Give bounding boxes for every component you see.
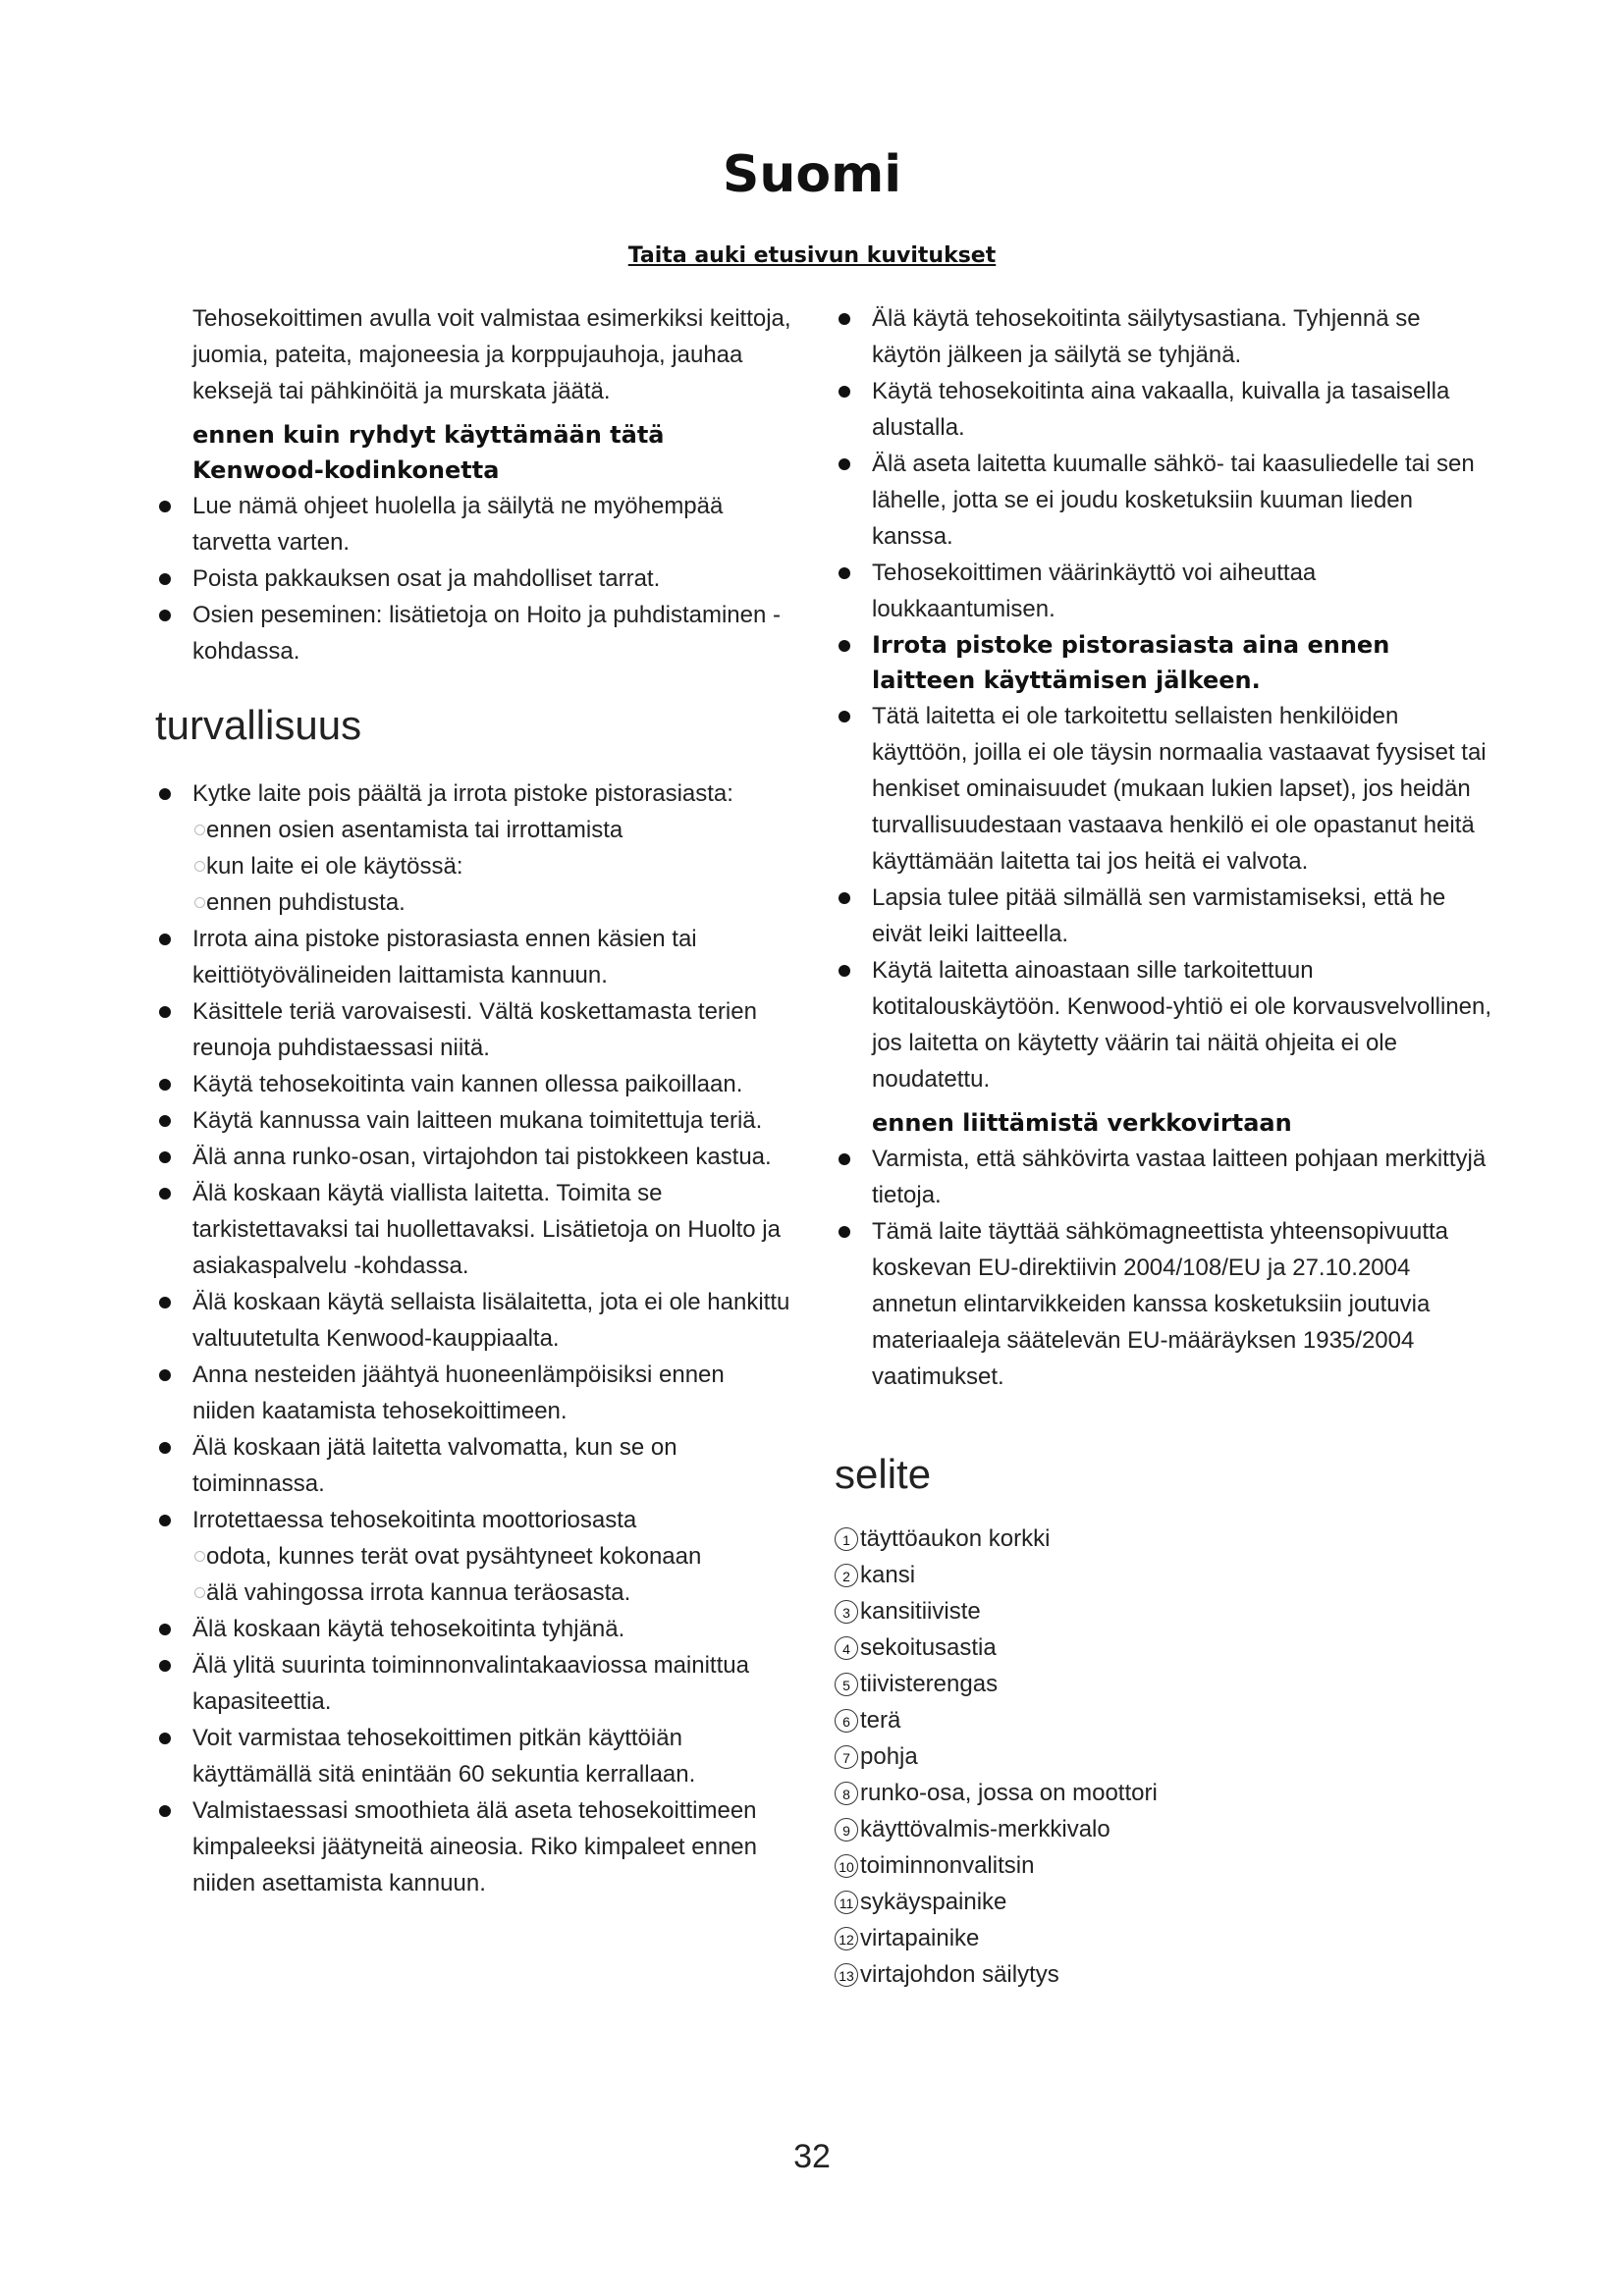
number-badge: 7 bbox=[835, 1745, 858, 1769]
sub-item: ennen osien asentamista tai irrottamista bbox=[192, 812, 793, 848]
list-item: Tätä laitetta ei ole tarkoitettu sellaisten henkilöiden käyttöön, joilla ei ole täysin normaalia vastaavat fyysiset tai henkiset ominaisuudet (mukaan lukien lapset), jos heidän turvallisuudestaan vastaava henkilö ei ole opastanut heitä käyttämään laitetta tai jos heitä ei valvota. bbox=[835, 698, 1492, 880]
legend-label: tiivisterengas bbox=[860, 1671, 999, 1697]
list-item: Varmista, että sähkövirta vastaa laitteen pohjaan merkittyjä tietoja. bbox=[835, 1141, 1492, 1213]
legend-label: runko-osa, jossa on moottori bbox=[860, 1780, 1158, 1806]
before-use-heading: ennen kuin ryhdyt käyttämään tätä Kenwood-kodinkonetta bbox=[192, 421, 665, 484]
list-item: Käytä kannussa vain laitteen mukana toimitettuja teriä. bbox=[155, 1102, 793, 1139]
number-badge: 13 bbox=[835, 1963, 858, 1987]
list-item: Voit varmistaa tehosekoittimen pitkän käyttöiän käyttämällä sitä enintään 60 sekuntia kerrallaan. bbox=[155, 1720, 793, 1792]
legend-heading: selite bbox=[835, 1451, 932, 1497]
legend-label: toiminnonvalitsin bbox=[860, 1852, 1035, 1879]
legend-label: kansitiiviste bbox=[860, 1598, 981, 1625]
list-item-text: Kytke laite pois päältä ja irrota pistoke pistorasiasta: bbox=[192, 780, 733, 807]
list-item: Älä koskaan käytä sellaista lisälaitetta, jota ei ole hankittu valtuutetulta Kenwood-kauppiaalta. bbox=[155, 1284, 793, 1357]
legend-label: kansi bbox=[860, 1562, 916, 1588]
legend-item bbox=[835, 1738, 1492, 1775]
list-item: Tehosekoittimen väärinkäyttö voi aiheuttaa loukkaantumisen. bbox=[835, 555, 1492, 627]
intro-paragraph: Tehosekoittimen avulla voit valmistaa esimerkiksi keittoja, juomia, pateita, majoneesia ja korppujauhoja, jauhaa keksejä tai pähkinöitä ja murskata jäätä. bbox=[192, 305, 791, 404]
left-column bbox=[155, 300, 793, 1901]
list-item: Käytä laitetta ainoastaan sille tarkoitettuun kotitalouskäytöön. Kenwood-yhtiö ei ole korvausvelvollinen, jos laitetta on käytetty väärin tai näitä ohjeita ei ole noudatettu. bbox=[835, 952, 1492, 1097]
number-badge: 11 bbox=[835, 1891, 858, 1914]
legend-item bbox=[835, 1557, 1492, 1593]
legend-item bbox=[835, 1775, 1492, 1811]
sub-item: kun laite ei ole käytössä: bbox=[192, 848, 793, 884]
list-item: Älä käytä tehosekoitinta säilytysastiana. Tyhjennä se käytön jälkeen ja säilytä se tyhjänä. bbox=[835, 300, 1492, 373]
legend-label: sykäyspainike bbox=[860, 1889, 1007, 1915]
legend-item bbox=[835, 1666, 1492, 1702]
before-use-list bbox=[155, 488, 793, 669]
safety-heading: turvallisuus bbox=[155, 702, 362, 748]
number-badge: 9 bbox=[835, 1818, 858, 1842]
sub-item: odota, kunnes terät ovat pysähtyneet kokonaan bbox=[192, 1538, 793, 1575]
legend-item bbox=[835, 1521, 1492, 1557]
list-item: Käsittele teriä varovaisesti. Vältä koskettamasta terien reunoja puhdistaessasi niitä. bbox=[155, 993, 793, 1066]
list-item: Tämä laite täyttää sähkömagneettista yhteensopivuutta koskevan EU-direktiivin 2004/108/EU ja 27.10.2004 annetun elintarvikkeiden kanssa kosketuksiin joutuvia materiaaleja säätelevän EU-määräyksen 1935/2004 vaatimukset. bbox=[835, 1213, 1492, 1395]
legend-item bbox=[835, 1847, 1492, 1884]
number-badge: 3 bbox=[835, 1600, 858, 1624]
legend-label: täyttöaukon korkki bbox=[860, 1525, 1051, 1552]
before-connect-heading: ennen liittämistä verkkovirtaan bbox=[872, 1109, 1292, 1137]
number-badge: 5 bbox=[835, 1673, 858, 1696]
sub-item: ennen puhdistusta. bbox=[192, 884, 793, 921]
legend-label: terä bbox=[860, 1707, 901, 1734]
list-item: Älä aseta laitetta kuumalle sähkö- tai kaasuliedelle tai sen lähelle, jotta se ei joudu kosketuksiin kuuman lieden kanssa. bbox=[835, 446, 1492, 555]
list-item: Älä koskaan käytä viallista laitetta. Toimita se tarkistettavaksi tai huollettavaksi. Lisätietoja on Huolto ja asiakaspalvelu -kohdassa. bbox=[155, 1175, 793, 1284]
sub-item: älä vahingossa irrota kannua teräosasta. bbox=[192, 1575, 793, 1611]
legend-label: pohja bbox=[860, 1743, 918, 1770]
list-item: Lapsia tulee pitää silmällä sen varmistamiseksi, että he eivät leiki laitteella. bbox=[835, 880, 1492, 952]
list-item: Osien peseminen: lisätietoja on Hoito ja puhdistaminen -kohdassa. bbox=[155, 597, 793, 669]
legend-item bbox=[835, 1629, 1492, 1666]
safety-list-continued bbox=[835, 300, 1492, 1097]
list-item: Käytä tehosekoitinta aina vakaalla, kuivalla ja tasaisella alustalla. bbox=[835, 373, 1492, 446]
list-item: Älä koskaan käytä tehosekoitinta tyhjänä. bbox=[155, 1611, 793, 1647]
number-badge: 6 bbox=[835, 1709, 858, 1733]
list-item: Älä koskaan jätä laitetta valvomatta, kun se on toiminnassa. bbox=[155, 1429, 793, 1502]
list-item: Anna nesteiden jäähtyä huoneenlämpöisiksi ennen niiden kaatamista tehosekoittimeen. bbox=[155, 1357, 793, 1429]
right-column bbox=[835, 300, 1492, 1993]
list-item: Lue nämä ohjeet huolella ja säilytä ne myöhempää tarvetta varten. bbox=[155, 488, 793, 561]
page-title: Suomi bbox=[722, 145, 902, 204]
list-item bbox=[155, 1502, 793, 1611]
legend-label: virtajohdon säilytys bbox=[860, 1961, 1059, 1988]
list-item: Älä anna runko-osan, virtajohdon tai pistokkeen kastua. bbox=[155, 1139, 793, 1175]
list-item: Irrota aina pistoke pistorasiasta ennen käsien tai keittiötyövälineiden laittamista kannuun. bbox=[155, 921, 793, 993]
safety-list bbox=[155, 775, 793, 1901]
legend-item bbox=[835, 1593, 1492, 1629]
list-item: Valmistaessasi smoothieta älä aseta tehosekoittimeen kimpaleeksi jäätyneitä aineosia. Riko kimpaleet ennen niiden asettamista kannuun. bbox=[155, 1792, 793, 1901]
list-item bbox=[155, 775, 793, 921]
legend-label: virtapainike bbox=[860, 1925, 980, 1951]
legend-label: käyttövalmis-merkkivalo bbox=[860, 1816, 1110, 1842]
list-item-text: Irrotettaessa tehosekoitinta moottoriosasta bbox=[192, 1507, 637, 1533]
page-number: 32 bbox=[793, 2138, 831, 2175]
legend-list bbox=[835, 1521, 1492, 1993]
legend-item bbox=[835, 1920, 1492, 1956]
number-badge: 1 bbox=[835, 1527, 858, 1551]
legend-item bbox=[835, 1956, 1492, 1993]
number-badge: 2 bbox=[835, 1564, 858, 1587]
legend-item bbox=[835, 1702, 1492, 1738]
list-item: Älä ylitä suurinta toiminnonvalintakaaviossa mainittua kapasiteettia. bbox=[155, 1647, 793, 1720]
subtitle: Taita auki etusivun kuvitukset bbox=[627, 243, 997, 268]
list-item: Käytä tehosekoitinta vain kannen ollessa paikoillaan. bbox=[155, 1066, 793, 1102]
list-item: Poista pakkauksen osat ja mahdolliset tarrat. bbox=[155, 561, 793, 597]
number-badge: 10 bbox=[835, 1854, 858, 1878]
legend-label: sekoitusastia bbox=[860, 1634, 997, 1661]
number-badge: 12 bbox=[835, 1927, 858, 1950]
legend-item bbox=[835, 1884, 1492, 1920]
number-badge: 8 bbox=[835, 1782, 858, 1805]
legend-item bbox=[835, 1811, 1492, 1847]
number-badge: 4 bbox=[835, 1636, 858, 1660]
list-item-bold: Irrota pistoke pistorasiasta aina ennen laitteen käyttämisen jälkeen. bbox=[835, 627, 1492, 698]
before-connect-list bbox=[835, 1141, 1492, 1395]
